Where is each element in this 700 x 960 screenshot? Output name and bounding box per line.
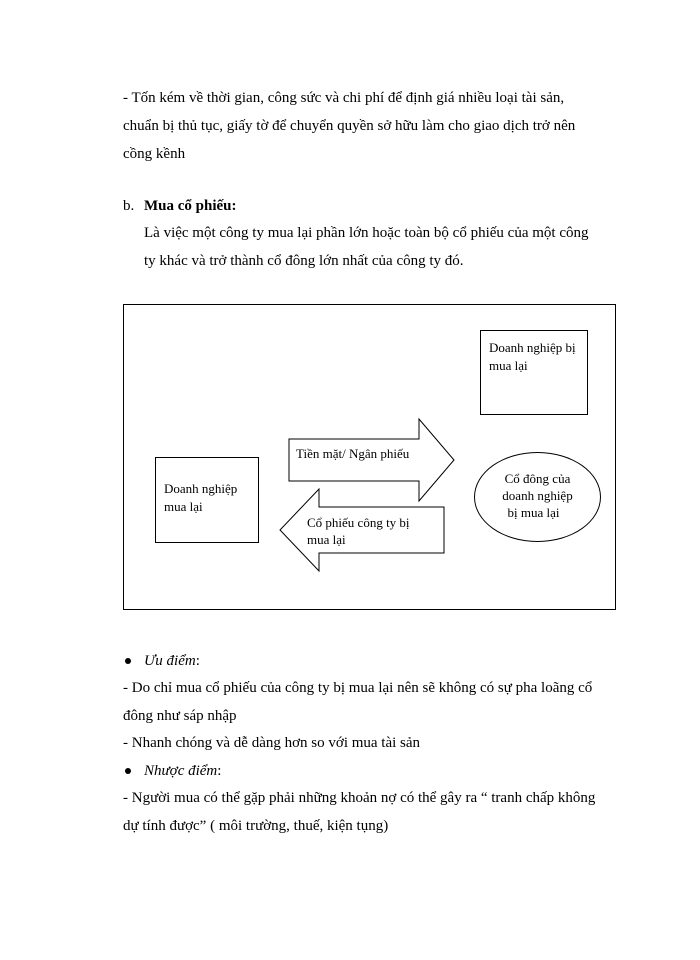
payment-arrow-label: Tiền mặt/ Ngân phiếu — [296, 446, 410, 461]
section-description: Là việc một công ty mua lại phần lớn hoặc toàn bộ cổ phiếu của một công — [144, 225, 589, 241]
disadvantages-heading — [144, 761, 221, 781]
paragraph-line: - Tốn kém về thời gian, công sức và chi phí để định giá nhiều loại tài sản, — [123, 90, 565, 106]
disadvantages-label: Nhược điểm — [144, 763, 218, 779]
advantage-item: đông như sáp nhập — [123, 708, 237, 724]
paragraph-line: chuẩn bị thủ tục, giấy tờ để chuyển quyền sở hữu làm cho giao dịch trở nên — [123, 118, 576, 134]
shareholders-text: doanh nghiệp — [502, 488, 573, 503]
shares-arrow-label: Cổ phiếu công ty bị — [307, 515, 410, 530]
shares-arrow-label: mua lại — [307, 532, 346, 547]
box-text: Doanh nghiệp — [164, 481, 238, 496]
advantage-item: - Do chỉ mua cổ phiếu của công ty bị mua lại nên sẽ không có sự pha loãng cổ — [123, 680, 593, 696]
advantage-item: - Nhanh chóng và dễ dàng hơn so với mua tài sản — [123, 735, 421, 751]
section-description: ty khác và trở thành cổ đông lớn nhất của công ty đó. — [144, 253, 464, 269]
shareholders-text: bị mua lại — [507, 505, 560, 520]
advantages-heading — [144, 651, 200, 671]
disadvantage-item: - Người mua có thể gặp phải những khoản nợ có thể gây ra “ tranh chấp không — [123, 790, 596, 806]
section-heading: Mua cổ phiếu: — [144, 198, 237, 214]
box-text: mua lại — [164, 499, 203, 514]
section-marker: b. — [123, 198, 135, 214]
disadvantages-colon: : — [217, 763, 222, 779]
advantages-label: Ưu điểm — [144, 653, 196, 669]
bullet-icon — [125, 768, 131, 774]
bullet-icon — [125, 658, 131, 664]
disadvantage-item: dự tính được” ( môi trường, thuế, kiện tụng) — [123, 818, 389, 834]
paragraph-line: cồng kềnh — [123, 146, 186, 162]
box-text: mua lại — [489, 358, 528, 373]
box-text: Doanh nghiệp bị — [489, 340, 576, 355]
shareholders-text: Cổ đông của — [504, 471, 571, 486]
acquisition-diagram — [123, 304, 616, 610]
advantages-colon: : — [195, 653, 200, 669]
